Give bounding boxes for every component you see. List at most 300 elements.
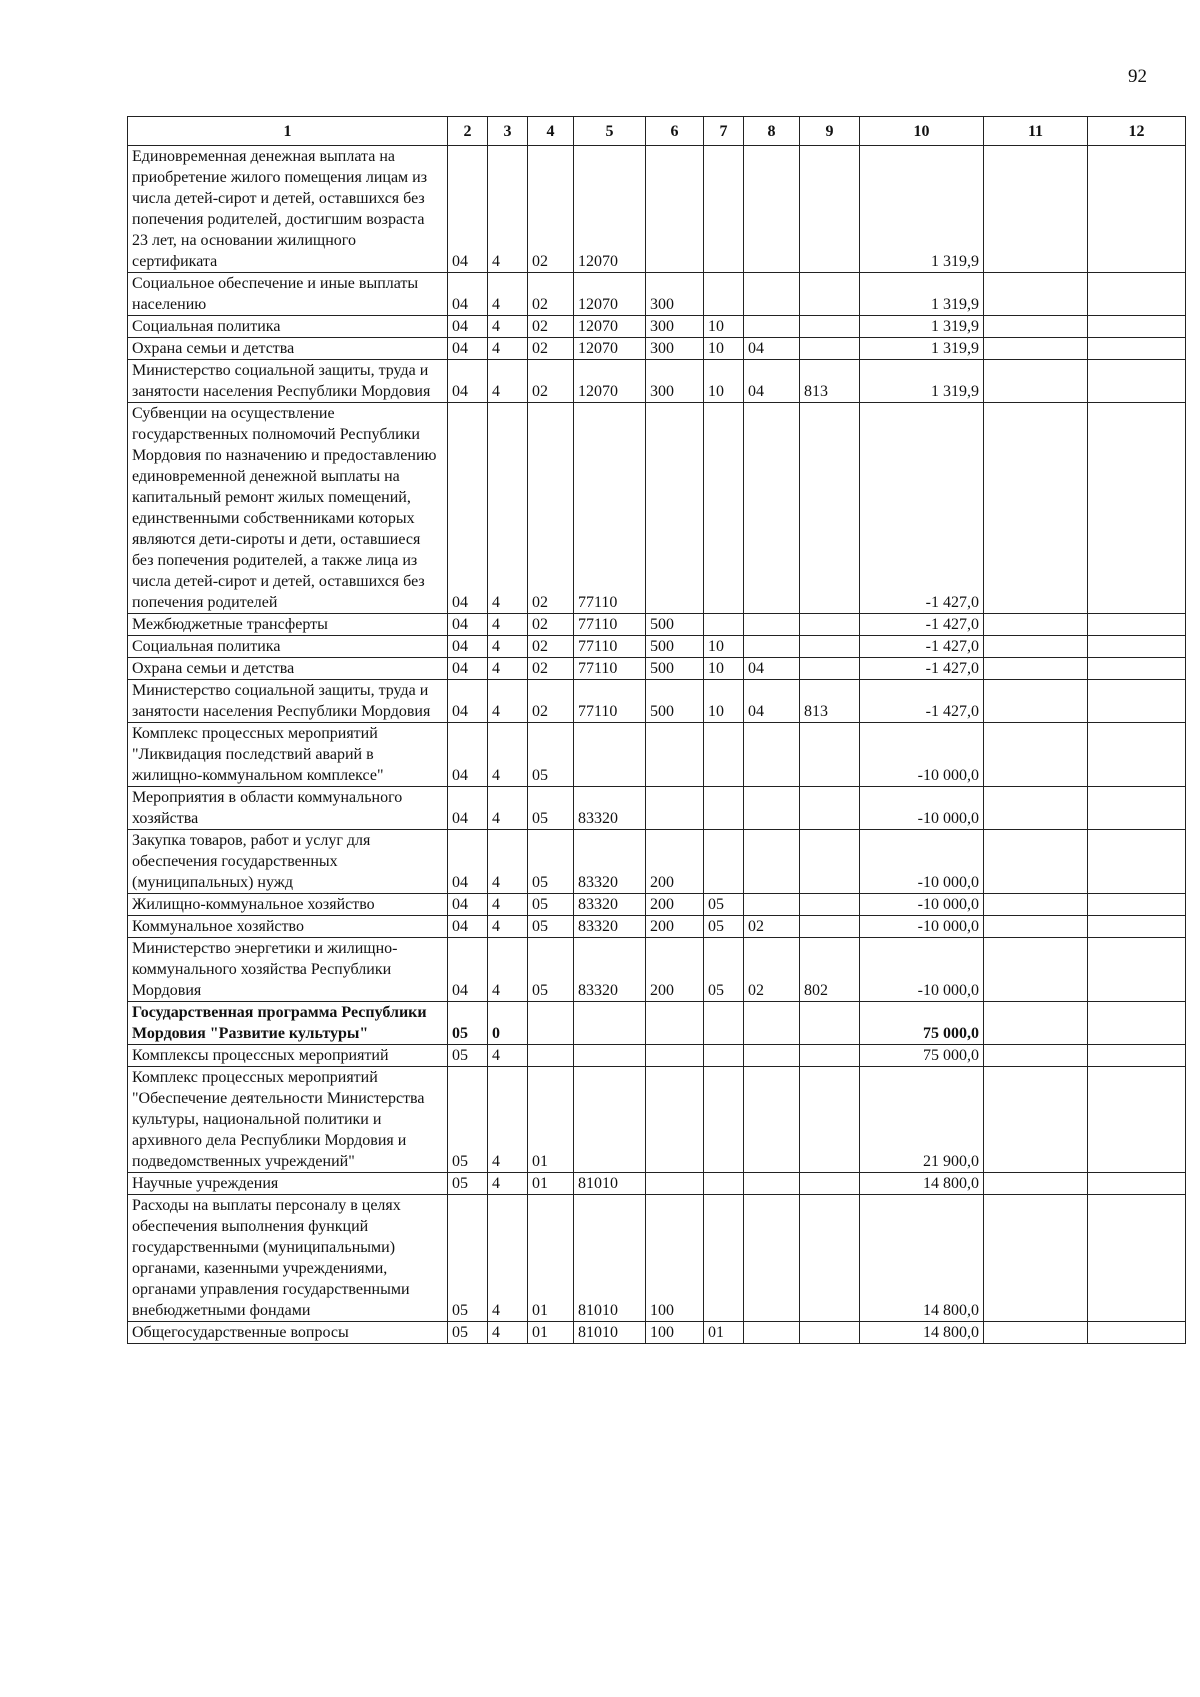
code-cell: 04 (448, 146, 488, 273)
amount-cell: 1 319,9 (860, 316, 984, 338)
code-cell (984, 1322, 1088, 1344)
code-cell: 4 (488, 1322, 528, 1344)
code-cell: 4 (488, 273, 528, 316)
code-cell (744, 614, 800, 636)
amount-cell: 14 800,0 (860, 1195, 984, 1322)
code-cell (984, 338, 1088, 360)
code-cell: 04 (448, 680, 488, 723)
code-cell: 0 (488, 1002, 528, 1045)
code-cell: 04 (448, 787, 488, 830)
row-name: Комплекс процессных мероприятий "Обеспечение деятельности Министерства культуры, национальной политики и архивного дела Республики Мордовия и подведомственных учреждений" (128, 1067, 448, 1173)
code-cell: 02 (528, 360, 574, 403)
code-cell (984, 1173, 1088, 1195)
code-cell (984, 316, 1088, 338)
code-cell (744, 787, 800, 830)
row-name: Жилищно-коммунальное хозяйство (128, 894, 448, 916)
code-cell: 4 (488, 636, 528, 658)
code-cell: 300 (646, 338, 704, 360)
code-cell (646, 1002, 704, 1045)
code-cell (646, 1067, 704, 1173)
table-row (128, 403, 1186, 614)
code-cell: 300 (646, 360, 704, 403)
code-cell: 05 (528, 894, 574, 916)
row-name: Министерство энергетики и жилищно-коммунального хозяйства Республики Мордовия (128, 938, 448, 1002)
code-cell (646, 403, 704, 614)
code-cell: 12070 (574, 338, 646, 360)
code-cell: 83320 (574, 916, 646, 938)
code-cell (704, 1173, 744, 1195)
code-cell (646, 146, 704, 273)
row-name: Субвенции на осуществление государственных полномочий Республики Мордовия по назначению и предоставлению единовременной денежной выплаты на капитальный ремонт жилых помещений, единственными собственниками которых являются дети-сироты и дети, оставшиеся без попечения родителей, а также лица из числа детей-сирот и детей, оставшихся без попечения родителей (128, 403, 448, 614)
code-cell (744, 830, 800, 894)
table-row (128, 1322, 1186, 1344)
code-cell: 05 (448, 1067, 488, 1173)
code-cell (800, 316, 860, 338)
amount-cell: -10 000,0 (860, 938, 984, 1002)
code-cell: 77110 (574, 636, 646, 658)
code-cell (704, 273, 744, 316)
code-cell (984, 1195, 1088, 1322)
code-cell: 10 (704, 680, 744, 723)
column-header: 4 (528, 117, 574, 146)
amount-cell: -1 427,0 (860, 403, 984, 614)
code-cell (984, 938, 1088, 1002)
table-row (128, 360, 1186, 403)
code-cell (984, 723, 1088, 787)
code-cell (800, 273, 860, 316)
code-cell (704, 146, 744, 273)
code-cell: 83320 (574, 830, 646, 894)
amount-cell: 75 000,0 (860, 1002, 984, 1045)
row-name: Государственная программа Республики Мордовия "Развитие культуры" (128, 1002, 448, 1045)
code-cell (1088, 723, 1186, 787)
code-cell (1088, 938, 1186, 1002)
amount-cell: 1 319,9 (860, 146, 984, 273)
table-body (128, 146, 1186, 1344)
amount-cell: -1 427,0 (860, 658, 984, 680)
amount-cell: 14 800,0 (860, 1173, 984, 1195)
code-cell: 04 (448, 723, 488, 787)
table-row (128, 636, 1186, 658)
code-cell (744, 1045, 800, 1067)
code-cell (744, 146, 800, 273)
code-cell: 77110 (574, 658, 646, 680)
code-cell (1088, 273, 1186, 316)
code-cell (800, 636, 860, 658)
code-cell (744, 1173, 800, 1195)
code-cell: 4 (488, 316, 528, 338)
amount-cell: -10 000,0 (860, 894, 984, 916)
code-cell: 81010 (574, 1173, 646, 1195)
code-cell (800, 1173, 860, 1195)
column-header: 3 (488, 117, 528, 146)
table-row (128, 273, 1186, 316)
code-cell: 4 (488, 894, 528, 916)
code-cell (744, 1002, 800, 1045)
code-cell (984, 787, 1088, 830)
code-cell (800, 1067, 860, 1173)
table-row (128, 1002, 1186, 1045)
row-name: Охрана семьи и детства (128, 658, 448, 680)
code-cell (1088, 316, 1186, 338)
code-cell: 05 (448, 1002, 488, 1045)
row-name: Закупка товаров, работ и услуг для обеспечения государственных (муниципальных) нужд (128, 830, 448, 894)
amount-cell: -10 000,0 (860, 787, 984, 830)
code-cell (744, 273, 800, 316)
code-cell (704, 403, 744, 614)
table-row (128, 723, 1186, 787)
amount-cell: -1 427,0 (860, 680, 984, 723)
code-cell (984, 360, 1088, 403)
code-cell (1088, 1173, 1186, 1195)
row-name: Министерство социальной защиты, труда и занятости населения Республики Мордовия (128, 680, 448, 723)
column-header: 7 (704, 117, 744, 146)
table-row (128, 1045, 1186, 1067)
code-cell: 77110 (574, 614, 646, 636)
code-cell: 04 (448, 338, 488, 360)
column-header: 2 (448, 117, 488, 146)
code-cell: 04 (448, 894, 488, 916)
code-cell: 4 (488, 938, 528, 1002)
code-cell: 01 (704, 1322, 744, 1344)
table-row (128, 1067, 1186, 1173)
code-cell (704, 614, 744, 636)
code-cell (704, 787, 744, 830)
code-cell (744, 1195, 800, 1322)
code-cell (704, 1067, 744, 1173)
code-cell (574, 1002, 646, 1045)
code-cell: 02 (744, 916, 800, 938)
code-cell (1088, 680, 1186, 723)
code-cell: 83320 (574, 938, 646, 1002)
code-cell: 200 (646, 894, 704, 916)
code-cell: 77110 (574, 680, 646, 723)
code-cell: 05 (528, 723, 574, 787)
column-header: 6 (646, 117, 704, 146)
code-cell (744, 636, 800, 658)
column-header: 1 (128, 117, 448, 146)
code-cell (1088, 338, 1186, 360)
code-cell: 200 (646, 938, 704, 1002)
row-name: Социальная политика (128, 316, 448, 338)
table-row (128, 316, 1186, 338)
code-cell: 500 (646, 614, 704, 636)
code-cell: 10 (704, 636, 744, 658)
code-cell (1088, 360, 1186, 403)
code-cell (528, 1002, 574, 1045)
code-cell: 10 (704, 316, 744, 338)
code-cell: 02 (528, 146, 574, 273)
code-cell (1088, 830, 1186, 894)
table-row (128, 938, 1186, 1002)
code-cell: 4 (488, 787, 528, 830)
row-name: Общегосударственные вопросы (128, 1322, 448, 1344)
code-cell (984, 1002, 1088, 1045)
code-cell (800, 146, 860, 273)
amount-cell: -1 427,0 (860, 614, 984, 636)
amount-cell: -10 000,0 (860, 916, 984, 938)
code-cell: 4 (488, 360, 528, 403)
code-cell: 813 (800, 680, 860, 723)
code-cell (528, 1045, 574, 1067)
code-cell (984, 916, 1088, 938)
table-row (128, 614, 1186, 636)
code-cell (744, 894, 800, 916)
code-cell: 4 (488, 916, 528, 938)
code-cell: 01 (528, 1173, 574, 1195)
code-cell: 10 (704, 360, 744, 403)
code-cell (984, 1045, 1088, 1067)
amount-cell: -10 000,0 (860, 830, 984, 894)
code-cell (744, 1067, 800, 1173)
code-cell (1088, 916, 1186, 938)
code-cell (800, 338, 860, 360)
row-name: Социальное обеспечение и иные выплаты населению (128, 273, 448, 316)
code-cell: 05 (528, 916, 574, 938)
row-name: Межбюджетные трансферты (128, 614, 448, 636)
code-cell: 4 (488, 1195, 528, 1322)
code-cell: 04 (744, 338, 800, 360)
code-cell (800, 723, 860, 787)
code-cell: 05 (528, 787, 574, 830)
code-cell: 01 (528, 1322, 574, 1344)
code-cell: 05 (704, 938, 744, 1002)
code-cell: 802 (800, 938, 860, 1002)
code-cell: 04 (448, 830, 488, 894)
code-cell: 100 (646, 1322, 704, 1344)
column-header: 8 (744, 117, 800, 146)
code-cell: 10 (704, 338, 744, 360)
code-cell: 04 (448, 658, 488, 680)
code-cell (1088, 1045, 1186, 1067)
code-cell (800, 787, 860, 830)
code-cell (1088, 1067, 1186, 1173)
code-cell (1088, 894, 1186, 916)
row-name: Социальная политика (128, 636, 448, 658)
code-cell: 4 (488, 614, 528, 636)
code-cell: 200 (646, 916, 704, 938)
code-cell: 04 (448, 636, 488, 658)
code-cell: 12070 (574, 273, 646, 316)
code-cell: 04 (448, 938, 488, 1002)
code-cell (646, 1045, 704, 1067)
table-row (128, 916, 1186, 938)
code-cell: 77110 (574, 403, 646, 614)
code-cell (744, 723, 800, 787)
code-cell: 02 (528, 658, 574, 680)
code-cell: 02 (744, 938, 800, 1002)
code-cell: 12070 (574, 360, 646, 403)
code-cell (800, 1195, 860, 1322)
column-header: 11 (984, 117, 1088, 146)
code-cell (574, 1045, 646, 1067)
code-cell: 4 (488, 830, 528, 894)
code-cell: 02 (528, 636, 574, 658)
code-cell: 83320 (574, 787, 646, 830)
code-cell (1088, 787, 1186, 830)
code-cell (800, 1002, 860, 1045)
code-cell: 4 (488, 338, 528, 360)
code-cell: 4 (488, 1067, 528, 1173)
code-cell: 4 (488, 680, 528, 723)
table-row (128, 830, 1186, 894)
code-cell: 04 (448, 916, 488, 938)
code-cell: 10 (704, 658, 744, 680)
code-cell: 05 (448, 1045, 488, 1067)
budget-table (127, 116, 1186, 1344)
code-cell (984, 636, 1088, 658)
amount-cell: 1 319,9 (860, 360, 984, 403)
code-cell (800, 1322, 860, 1344)
code-cell: 300 (646, 316, 704, 338)
code-cell: 81010 (574, 1195, 646, 1322)
code-cell (1088, 1322, 1186, 1344)
code-cell (1088, 658, 1186, 680)
code-cell (984, 273, 1088, 316)
code-cell (800, 403, 860, 614)
amount-cell: 14 800,0 (860, 1322, 984, 1344)
code-cell: 300 (646, 273, 704, 316)
table-row (128, 658, 1186, 680)
code-cell: 04 (448, 316, 488, 338)
code-cell: 04 (448, 360, 488, 403)
code-cell: 04 (448, 403, 488, 614)
code-cell: 4 (488, 1173, 528, 1195)
row-name: Комплексы процессных мероприятий (128, 1045, 448, 1067)
amount-cell: 1 319,9 (860, 273, 984, 316)
code-cell: 05 (448, 1195, 488, 1322)
code-cell (800, 614, 860, 636)
code-cell: 83320 (574, 894, 646, 916)
code-cell: 04 (744, 360, 800, 403)
code-cell: 05 (448, 1173, 488, 1195)
code-cell (1088, 636, 1186, 658)
code-cell: 05 (528, 830, 574, 894)
table-row (128, 680, 1186, 723)
code-cell (800, 830, 860, 894)
code-cell: 04 (744, 658, 800, 680)
code-cell (1088, 1195, 1186, 1322)
column-header: 12 (1088, 117, 1186, 146)
code-cell (574, 1067, 646, 1173)
row-name: Единовременная денежная выплата на приобретение жилого помещения лицам из числа детей-сирот и детей, оставшихся без попечения родителей, достигшим возраста 23 лет, на основании жилищного сертификата (128, 146, 448, 273)
code-cell (704, 1195, 744, 1322)
code-cell: 4 (488, 723, 528, 787)
code-cell: 02 (528, 273, 574, 316)
table-row (128, 787, 1186, 830)
code-cell: 4 (488, 403, 528, 614)
code-cell (984, 680, 1088, 723)
table-header-row (128, 117, 1186, 146)
code-cell (984, 403, 1088, 614)
code-cell: 02 (528, 316, 574, 338)
code-cell (800, 1045, 860, 1067)
code-cell (646, 787, 704, 830)
code-cell: 4 (488, 658, 528, 680)
amount-cell: -1 427,0 (860, 636, 984, 658)
code-cell: 02 (528, 680, 574, 723)
table-row (128, 894, 1186, 916)
code-cell: 81010 (574, 1322, 646, 1344)
code-cell (1088, 1002, 1186, 1045)
code-cell (984, 894, 1088, 916)
column-header: 9 (800, 117, 860, 146)
code-cell: 01 (528, 1195, 574, 1322)
code-cell: 04 (744, 680, 800, 723)
code-cell (704, 1045, 744, 1067)
code-cell: 12070 (574, 146, 646, 273)
row-name: Охрана семьи и детства (128, 338, 448, 360)
code-cell (646, 1173, 704, 1195)
code-cell (704, 723, 744, 787)
row-name: Расходы на выплаты персоналу в целях обеспечения выполнения функций государственными (муниципальными) органами, казенными учреждениями, органами управления государственными внебюджетными фондами (128, 1195, 448, 1322)
code-cell: 12070 (574, 316, 646, 338)
code-cell: 04 (448, 273, 488, 316)
code-cell: 813 (800, 360, 860, 403)
row-name: Мероприятия в области коммунального хозяйства (128, 787, 448, 830)
code-cell: 500 (646, 636, 704, 658)
code-cell (984, 614, 1088, 636)
code-cell (744, 403, 800, 614)
code-cell (646, 723, 704, 787)
code-cell (1088, 614, 1186, 636)
amount-cell: -10 000,0 (860, 723, 984, 787)
code-cell (1088, 403, 1186, 614)
amount-cell: 75 000,0 (860, 1045, 984, 1067)
code-cell (984, 146, 1088, 273)
code-cell: 04 (448, 614, 488, 636)
code-cell (704, 1002, 744, 1045)
code-cell: 05 (704, 916, 744, 938)
code-cell: 01 (528, 1067, 574, 1173)
code-cell (704, 830, 744, 894)
row-name: Министерство социальной защиты, труда и занятости населения Республики Мордовия (128, 360, 448, 403)
code-cell: 02 (528, 338, 574, 360)
code-cell (574, 723, 646, 787)
code-cell (1088, 146, 1186, 273)
code-cell: 02 (528, 614, 574, 636)
code-cell: 05 (448, 1322, 488, 1344)
row-name: Комплекс процессных мероприятий "Ликвидация последствий аварий в жилищно-коммунальном комплексе" (128, 723, 448, 787)
table-row (128, 1173, 1186, 1195)
row-name: Научные учреждения (128, 1173, 448, 1195)
column-header: 5 (574, 117, 646, 146)
code-cell (984, 830, 1088, 894)
code-cell: 05 (528, 938, 574, 1002)
page-number: 92 (1128, 66, 1147, 87)
code-cell (744, 1322, 800, 1344)
column-header: 10 (860, 117, 984, 146)
code-cell (800, 916, 860, 938)
code-cell (800, 658, 860, 680)
code-cell (744, 316, 800, 338)
table-row (128, 1195, 1186, 1322)
code-cell: 05 (704, 894, 744, 916)
code-cell: 100 (646, 1195, 704, 1322)
row-name: Коммунальное хозяйство (128, 916, 448, 938)
code-cell: 500 (646, 658, 704, 680)
code-cell: 500 (646, 680, 704, 723)
code-cell: 4 (488, 146, 528, 273)
code-cell (984, 658, 1088, 680)
code-cell: 02 (528, 403, 574, 614)
code-cell (800, 894, 860, 916)
table-row (128, 146, 1186, 273)
code-cell: 4 (488, 1045, 528, 1067)
table-row (128, 338, 1186, 360)
code-cell: 200 (646, 830, 704, 894)
code-cell (984, 1067, 1088, 1173)
